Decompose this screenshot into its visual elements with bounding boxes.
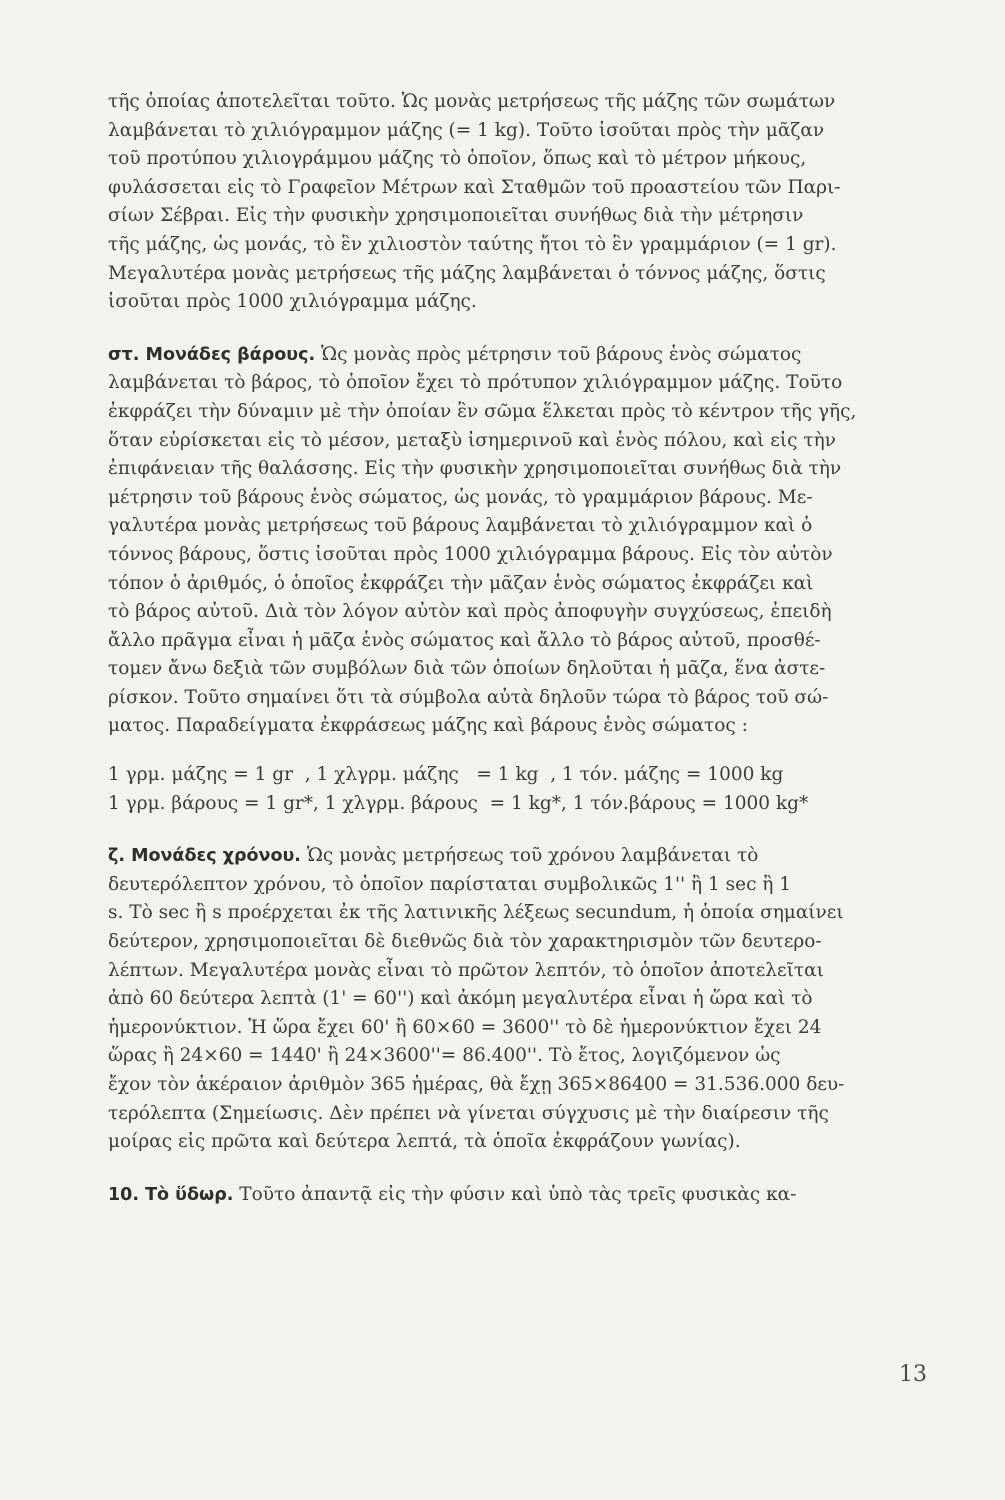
text-line: στ. Μονάδες βάρους. Ὡς μονὰς πρὸς μέτρησιν τοῦ βάρους ἑνὸς σώματος [108,343,802,365]
text-line: ἀπὸ 60 δεύτερα λεπτὰ (1' = 60'') καὶ ἀκόμη μεγαλυτέρα εἶναι ἡ ὥρα καὶ τὸ [108,988,813,1010]
text-line: γαλυτέρα μονὰς μετρήσεως τοῦ βάρους λαμβάνεται τὸ χιλιόγραμμον καὶ ὁ [108,515,813,537]
text-line: σίων Σέβραι. Εἰς τὴν φυσικὴν χρησιμοποιεῖται συνήθως διὰ τὴν μέτρησιν [108,205,804,227]
section-heading-time: ζ. Μονάδες χρόνου. [108,846,301,867]
text-line: τόπον ὁ ἀριθμός, ὁ ὁποῖος ἐκφράζει τὴν μᾶζαν ἑνὸς σώματος ἐκφράζει καὶ [108,572,814,594]
text-line: μοίρας εἰς πρῶτα καὶ δεύτερα λεπτά, τὰ ὁποῖα ἐκφράζουν γωνίας). [108,1131,741,1153]
text-line: τῆς ὁποίας ἀποτελεῖται τοῦτο. Ὡς μονὰς μετρήσεως τῆς μάζης τῶν σωμάτων [108,91,836,112]
text-line: λαμβάνεται τὸ χιλιόγραμμον μάζης (= 1 kg). Τοῦτο ἰσοῦται πρὸς τὴν μᾶζαν [108,119,825,141]
text-line: λέπτων. Μεγαλυτέρα μονὰς εἶναι τὸ πρῶτον λεπτόν, τὸ ὁποῖον ἀποτελεῖται [108,959,824,981]
text-line: τόννος βάρους, ὅστις ἰσοῦται πρὸς 1000 χιλιόγραμμα βάρους. Εἰς τὸν αὐτὸν [108,543,833,565]
text-line: ἐκφράζει τὴν δύναμιν μὲ τὴν ὁποίαν ἓν σῶμα ἕλκεται πρὸς τὸ κέντρον τῆς γῆς, [108,400,857,422]
paragraph-mass [108,88,920,317]
section-heading-weight: στ. Μονάδες βάρους. [108,344,316,365]
page-number: 13 [899,1362,927,1387]
example-mass-line: 1 γρμ. μάζης = 1 gr , 1 χλγρμ. μάζης = 1 kg , 1 τόν. μάζης = 1000 kg [108,764,784,786]
text-line: ὥρας ἢ 24×60 = 1440' ἢ 24×3600''= 86.400''. Τὸ ἔτος, λογιζόμενον ὡς [108,1045,781,1067]
mass-weight-examples [108,761,920,818]
text-line: ρίσκον. Τοῦτο σημαίνει ὅτι τὰ σύμβολα αὐτὰ δηλοῦν τώρα τὸ βάρος τοῦ σώ- [108,686,829,708]
paragraph-weight-units [108,341,920,741]
text-line: Μεγαλυτέρα μονὰς μετρήσεως τῆς μάζης λαμβάνεται ὁ τόννος μάζης, ὅστις [108,262,826,284]
text-line: τομεν ἄνω δεξιὰ τῶν συμβόλων διὰ τῶν ὁποίων δηλοῦται ἡ μᾶζα, ἕνα ἀστε- [108,658,826,680]
page-body [108,88,920,1209]
text-line: φυλάσσεται εἰς τὸ Γραφεῖον Μέτρων καὶ Σταθμῶν τοῦ προαστείου τῶν Παρι- [108,176,841,198]
text-line: 10. Τὸ ὕδωρ. Τοῦτο ἀπαντᾷ εἰς τὴν φύσιν καὶ ὑπὸ τὰς τρεῖς φυσικὰς κα- [108,1183,797,1205]
text-line: ἐπιφάνειαν τῆς θαλάσσης. Εἰς τὴν φυσικὴν χρησιμοποιεῖται συνήθως διὰ τὴν [108,458,842,480]
paragraph-water [108,1181,920,1210]
text-line: τὸ βάρος αὐτοῦ. Διὰ τὸν λόγον αὐτὸν καὶ πρὸς ἀποφυγὴν συγχύσεως, ἐπειδὴ [108,601,832,623]
example-weight-line: 1 γρμ. βάρους = 1 gr*, 1 χλγρμ. βάρους = 1 kg*, 1 τόν.βάρους = 1000 kg* [108,792,809,814]
text-line: ζ. Μονάδες χρόνου. Ὡς μονὰς μετρήσεως τοῦ χρόνου λαμβάνεται τὸ [108,845,759,867]
text-line: τῆς μάζης, ὡς μονάς, τὸ ἓν χιλιοστὸν ταύτης ἤτοι τὸ ἓν γραμμάριον (= 1 gr). [108,233,837,255]
paragraph-time-units [108,842,920,1157]
text-line: s. Τὸ sec ἢ s προέρχεται ἐκ τῆς λατινικῆς λέξεως secundum, ἡ ὁποία σημαίνει [108,902,844,924]
text-line: τερόλεπτα (Σημείωσις. Δὲν πρέπει νὰ γίνεται σύγχυσις μὲ τὴν διαίρεσιν τῆς [108,1102,829,1124]
text-line: τοῦ προτύπου χιλιογράμμου μάζης τὸ ὁποῖον, ὅπως καὶ τὸ μέτρον μήκους, [108,148,807,170]
text-line: μέτρησιν τοῦ βάρους ἑνὸς σώματος, ὡς μονάς, τὸ γραμμάριον βάρους. Με- [108,486,813,508]
text-line: ἔχον τὸν ἀκέραιον ἀριθμὸν 365 ἡμέρας, θὰ ἔχῃ 365×86400 = 31.536.000 δευ- [108,1074,845,1095]
text-line: ὅταν εὑρίσκεται εἰς τὸ μέσον, μεταξὺ ἰσημερινοῦ καὶ ἑνὸς πόλου, καὶ εἰς τὴν [108,429,836,451]
text-line: δευτερόλεπτον χρόνου, τὸ ὁποῖον παρίσταται συμβολικῶς 1'' ἢ 1 sec ἢ 1 [108,873,792,895]
text-line: ἡμερονύκτιον. Ἡ ὥρα ἔχει 60' ἢ 60×60 = 3600'' τὸ δὲ ἡμερονύκτιον ἔχει 24 [108,1016,822,1038]
text-line: δεύτερον, χρησιμοποιεῖται δὲ διεθνῶς διὰ τὸν χαρακτηρισμὸν τῶν δευτερο- [108,931,822,953]
text-line: ἰσοῦται πρὸς 1000 χιλιόγραμμα μάζης. [108,291,477,313]
text-line: ἄλλο πρᾶγμα εἶναι ἡ μᾶζα ἑνὸς σώματος καὶ ἄλλο τὸ βάρος αὐτοῦ, προσθέ- [108,629,821,651]
text-line: ματος. Παραδείγματα ἐκφράσεως μάζης καὶ βάρους ἑνὸς σώματος : [108,715,748,737]
section-heading-water: 10. Τὸ ὕδωρ. [108,1184,234,1205]
text-line: λαμβάνεται τὸ βάρος, τὸ ὁποῖον ἔχει τὸ πρότυπον χιλιόγραμμον μάζης. Τοῦτο [108,372,843,394]
